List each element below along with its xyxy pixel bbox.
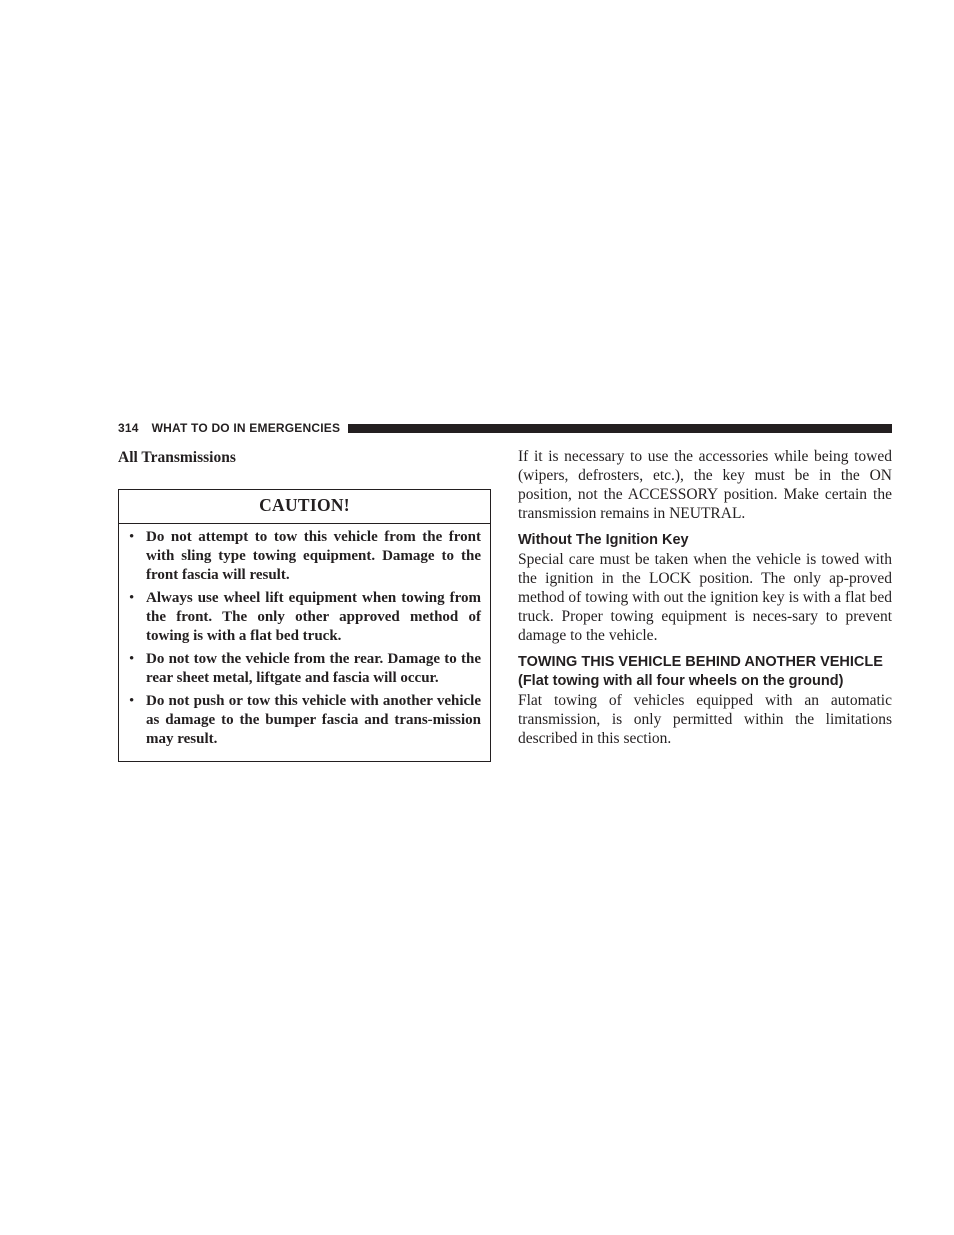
header-rule (348, 424, 892, 433)
all-transmissions-heading: All Transmissions (118, 449, 236, 466)
flat-towing-paragraph: Flat towing of vehicles equipped with an automatic transmission, is only permitted within the limitations described in this section. (518, 692, 892, 747)
bullet-icon: • (129, 590, 135, 606)
flat-towing-heading: TOWING THIS VEHICLE BEHIND ANOTHER VEHICLE (Flat towing with all four wheels on the ground) (518, 654, 883, 689)
caution-item (128, 528, 481, 585)
caution-item (128, 650, 481, 688)
without-key-heading: Without The Ignition Key (518, 532, 689, 548)
caution-item-text: Do not tow the vehicle from the rear. Damage to the rear sheet metal, liftgate and fascia will occur. (146, 651, 481, 686)
caution-title: CAUTION! (119, 490, 490, 524)
left-column (118, 447, 492, 762)
right-column (518, 447, 892, 748)
bullet-icon: • (129, 693, 135, 709)
page-header (118, 419, 892, 437)
caution-item-text: Do not push or tow this vehicle with another vehicle as damage to the bumper fascia and trans-mission may result. (146, 693, 481, 747)
caution-item (128, 589, 481, 646)
caution-item-text: Do not attempt to tow this vehicle from the front with sling type towing equipment. Damage to the front fascia will result. (146, 529, 481, 583)
caution-item (128, 692, 481, 749)
section-title: WHAT TO DO IN EMERGENCIES (151, 421, 341, 435)
bullet-icon: • (129, 651, 135, 667)
caution-list (119, 524, 490, 761)
without-key-paragraph: Special care must be taken when the vehicle is towed with the ignition in the LOCK position. The only ap-proved method of towing with out the ignition key is with a flat bed truck. Proper towing equipment is neces-sary to prevent damage to the vehicle. (518, 551, 892, 644)
page-number: 314 (118, 421, 139, 435)
caution-box (118, 489, 491, 762)
intro-paragraph: If it is necessary to use the accessories while being towed (wipers, defrosters, etc.), the key must be in the ON position, not the ACCESSORY position. Make certain the transmission remains in NEUTRAL. (518, 448, 892, 522)
bullet-icon: • (129, 529, 135, 545)
caution-item-text: Always use wheel lift equipment when towing from the front. The only other approved method of towing is with a flat bed truck. (146, 590, 481, 644)
